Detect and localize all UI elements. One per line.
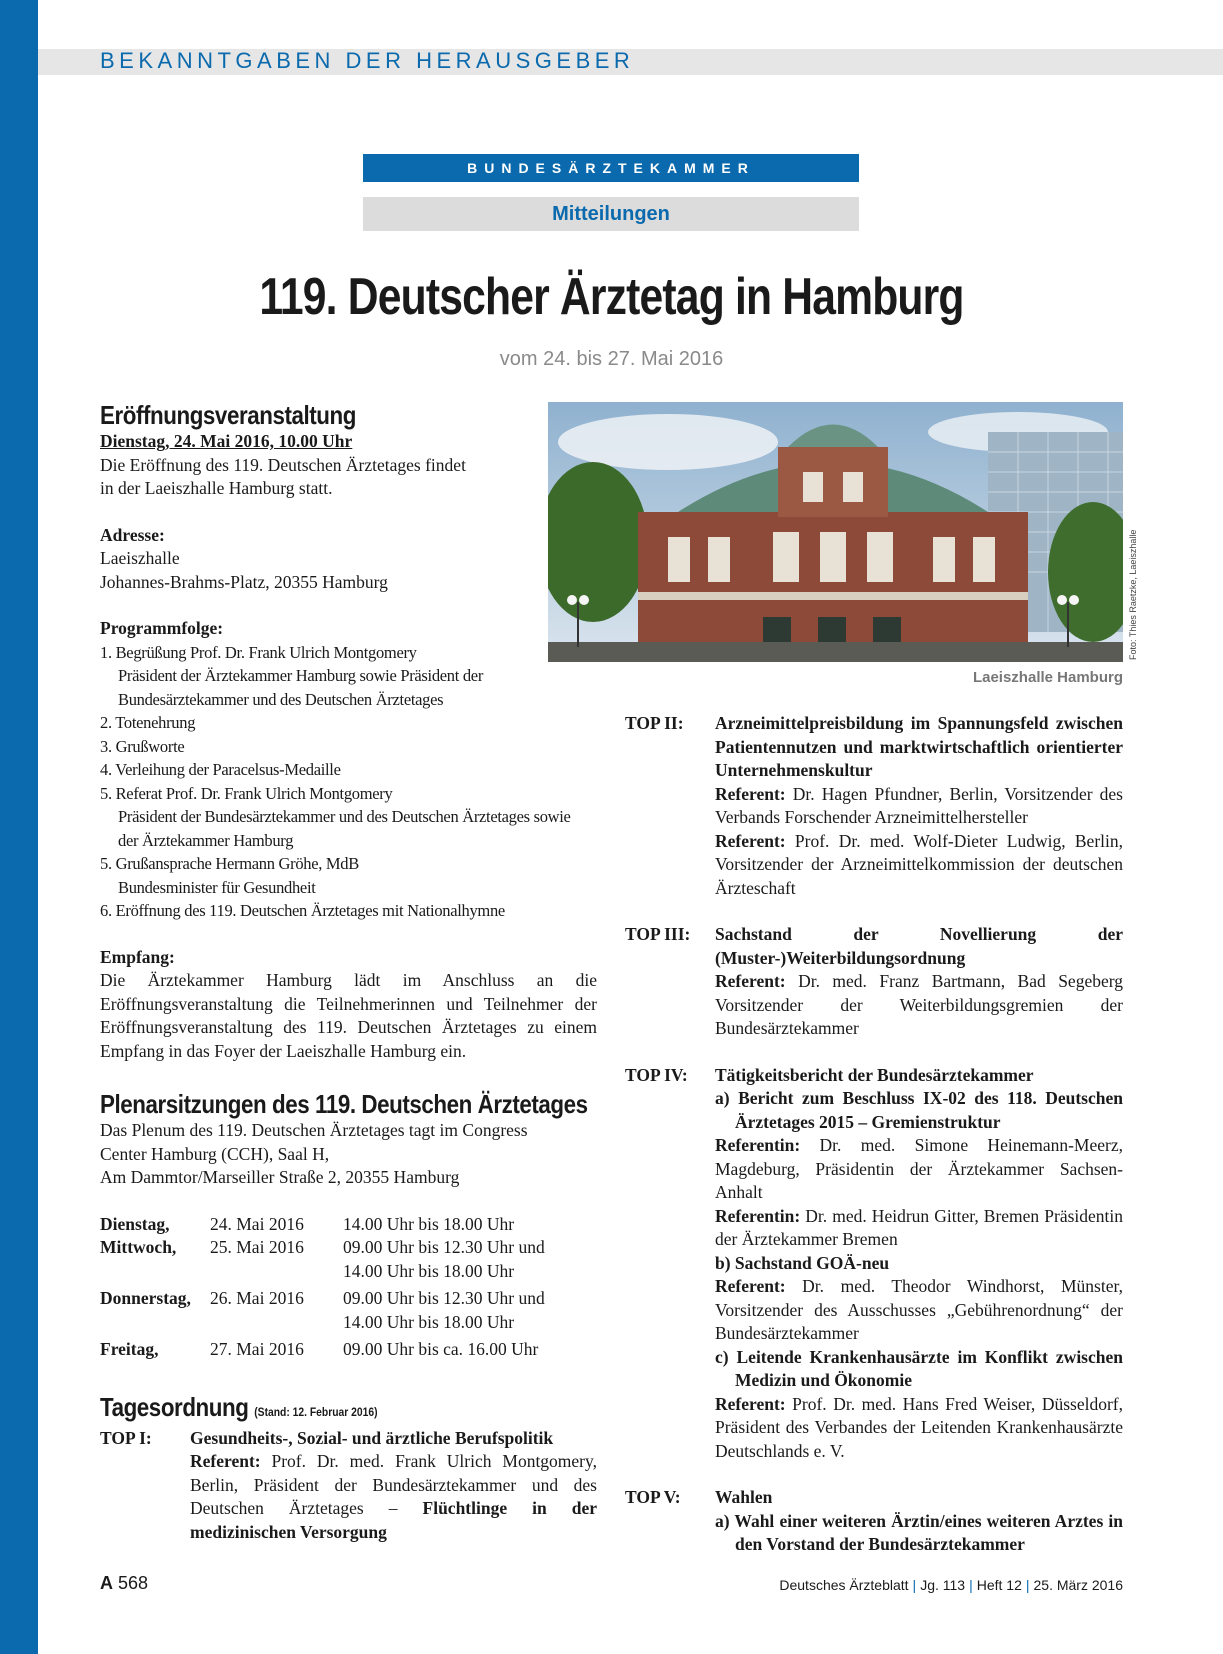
agenda-stand: (Stand: 12. Februar 2016): [254, 1404, 378, 1419]
category-bar: Mitteilungen: [363, 197, 859, 231]
agenda-top-1: TOP I: Gesundheits-, Sozial- und ärztliche Berufspolitik Referent: Prof. Dr. med. Frank Ulrich Montgomery, Berlin, Präsident der Bundesärztekammer und des Deutschen Ärztetages – Flüchtlinge in der medizinischen Versorgung: [100, 1427, 597, 1545]
program-item: 6. Eröffnung des 119. Deutschen Ärztetages mit Nationalhymne: [100, 901, 505, 920]
program-item: 3. Grußworte: [100, 736, 185, 756]
top-label: TOP V:: [625, 1487, 681, 1507]
plenary-schedule: [100, 1213, 597, 1362]
schedule-day: Freitag,: [100, 1339, 159, 1359]
schedule-time: 09.00 Uhr bis 12.30 Uhr und 14.00 Uhr bis 18.00 Uhr: [343, 1288, 545, 1332]
reception-label: Empfang:: [100, 946, 175, 967]
schedule-date: 24. Mai 2016: [210, 1213, 304, 1234]
schedule-date: 27. Mai 2016: [210, 1339, 304, 1359]
schedule-time: 09.00 Uhr bis 12.30 Uhr und 14.00 Uhr bis 18.00 Uhr: [343, 1237, 545, 1281]
schedule-date: 26. Mai 2016: [210, 1288, 304, 1308]
photo-caption: Laeiszhalle Hamburg: [972, 669, 1123, 686]
program-item: 5. Grußansprache Hermann Gröhe, MdB Bundesminister für Gesundheit: [100, 854, 359, 897]
plenary-intro-1: Das Plenum des 119. Deutschen Ärztetages tagt im Congress: [100, 1120, 528, 1140]
program-item: 1. Begrüßung Prof. Dr. Frank Ulrich Montgomery Präsident der Ärztekammer Hamburg sowie Präsident der Bundesärztekammer und des Deutschen Ärztetages: [100, 642, 484, 709]
agenda-top-5: [625, 1486, 1123, 1557]
address-line-2: Johannes-Brahms-Platz, 20355 Hamburg: [100, 571, 388, 592]
top-label: TOP IV:: [625, 1064, 688, 1085]
top-subitem: b) Sachstand GOÄ-neu: [715, 1252, 890, 1273]
top-subitem: a) Wahl einer weiteren Ärztin/eines weiteren Arztes in den Vorstand der Bundesärztekammer: [715, 1510, 1123, 1554]
schedule-day: Mittwoch,: [100, 1237, 177, 1257]
top-title: Gesundheits-, Sozial- und ärztliche Berufspolitik: [190, 1427, 554, 1448]
org-bar: BUNDESÄRZTEKAMMER: [363, 154, 859, 182]
schedule-time: 14.00 Uhr bis 18.00 Uhr: [343, 1213, 515, 1234]
top-label: TOP III:: [625, 924, 691, 944]
page-number: A 568: [100, 1573, 149, 1593]
program-label: Programmfolge:: [100, 618, 224, 638]
agenda-top-3: TOP III: Sachstand der Novellierung der (Muster-)Weiterbildungsordnung Referent: Dr. med. Franz Bartmann, Bad Segeberg Vorsitzender der Weiterbildungsgremien der Bundesärztekammer: [625, 923, 1123, 1041]
address-line-1: Laeiszhalle: [100, 548, 180, 568]
reception-text: Die Ärztekammer Hamburg lädt im Anschluss an die Eröffnungsveranstaltung die Teilnehmerinnen und Teilnehmer der Eröffnungsveranstaltung des 119. Deutschen Ärztetages zu einem Empfang in das Foyer der Laeiszhalle Hamburg ein.: [100, 970, 597, 1061]
right-column: [625, 712, 1123, 1557]
plenary-intro-2: Center Hamburg (CCH), Saal H,: [100, 1143, 330, 1164]
top-title: Sachstand der Novellierung der (Muster-)Weiterbildungsordnung: [715, 924, 1123, 968]
page-subtitle: vom 24. bis 27. Mai 2016: [499, 348, 724, 370]
schedule-day: Donnerstag,: [100, 1288, 191, 1308]
schedule-day: Dienstag,: [100, 1213, 170, 1234]
plenary-heading: Plenarsitzungen des 119. Deutschen Ärztetages: [100, 1089, 588, 1119]
page-title: 119. Deutscher Ärztetag in Hamburg: [259, 268, 964, 326]
top-title: Arzneimittelpreisbildung im Spannungsfeld zwischen Patientennutzen und marktwirtschaftlich orientierter Unternehmenskultur: [715, 713, 1123, 780]
schedule-date: 25. Mai 2016: [210, 1237, 304, 1257]
photo-credit: Foto: Thies Raetzke, Laeiszhalle: [1128, 529, 1138, 660]
top-subitem: a) Bericht zum Beschluss IX-02 des 118. Deutschen Ärztetages 2015 – Gremienstruktur: [715, 1088, 1123, 1132]
plenary-intro-3: Am Dammtor/Marseiller Straße 2, 20355 Hamburg: [100, 1167, 460, 1187]
agenda-top-4: TOP IV: Tätigkeitsbericht der Bundesärztekammer a) Bericht zum Beschluss IX-02 des 118. Deutschen Ärztetages 2015 – Gremienstruktur Referentin: Dr. med. Simone Heinemann-Meerz, Magdeburg, Präsidentin der Ärztekammer Sachsen-Anhalt Referentin: Dr. med. Heidrun Gitter, Bremen Präsidentin der Ärztekammer Bremen b) Sachstand GOÄ-neu Referent: Dr. med. Theodor Windhorst, Münster, Vorsitzender des Ausschusses „Gebührenordnung“ der Bundesärztekammer c) Leitende Krankenhausärzte im Konflikt zwischen Medizin und Ökonomie Referent: Prof. Dr. med. Hans Fred Weiser, Düsseldorf, Präsident des Verbandes der Leitenden Krankenhausärzte Deutschlands e. V.: [625, 1064, 1123, 1464]
program-list: [100, 641, 597, 923]
opening-heading: Eröffnungsveranstaltung: [100, 400, 356, 430]
schedule-time: 09.00 Uhr bis ca. 16.00 Uhr: [343, 1339, 539, 1359]
top-title: Tätigkeitsbericht der Bundesärztekammer: [715, 1064, 1034, 1085]
agenda-heading: Tagesordnung (Stand: 12. Februar 2016): [100, 1391, 378, 1422]
top-subitem: c) Leitende Krankenhausärzte im Konflikt zwischen Medizin und Ökonomie: [715, 1346, 1123, 1390]
opening-date: Dienstag, 24. Mai 2016, 10.00 Uhr: [100, 431, 353, 451]
top-title: Wahlen: [715, 1487, 773, 1507]
journal-footer: Deutsches Ärzteblatt | Jg. 113 | Heft 12 | 25. März 2016: [779, 1577, 1123, 1593]
left-column: [100, 400, 597, 1544]
left-accent-bar: [0, 0, 38, 1654]
program-item: 2. Totenehrung: [100, 713, 196, 732]
top-label: TOP I:: [100, 1427, 152, 1448]
section-label: BEKANNTGABEN DER HERAUSGEBER: [100, 48, 635, 73]
agenda-top-2: TOP II: Arzneimittelpreisbildung im Spannungsfeld zwischen Patientennutzen und marktwirtschaftlich orientierter Unternehmenskultur Referent: Dr. Hagen Pfundner, Berlin, Vorsitzender des Verbands Forschender Arzneimittelhersteller Referent: Prof. Dr. med. Wolf-Dieter Ludwig, Berlin, Vorsitzender der Arzneimittelkommission der deutschen Ärzteschaft: [625, 712, 1123, 900]
laeiszhalle-photo: [548, 402, 1123, 662]
top-label: TOP II:: [625, 713, 684, 733]
program-item: 4. Verleihung der Paracelsus-Medaille: [100, 760, 341, 779]
opening-intro: Die Eröffnung des 119. Deutschen Ärztetages findet in der Laeiszhalle Hamburg statt.: [100, 454, 466, 498]
address-label: Adresse:: [100, 524, 165, 545]
program-item: 5. Referat Prof. Dr. Frank Ulrich Montgomery Präsident der Bundesärztekammer und des Deutschen Ärztetages sowie der Ärztekammer Hamburg: [100, 783, 571, 850]
